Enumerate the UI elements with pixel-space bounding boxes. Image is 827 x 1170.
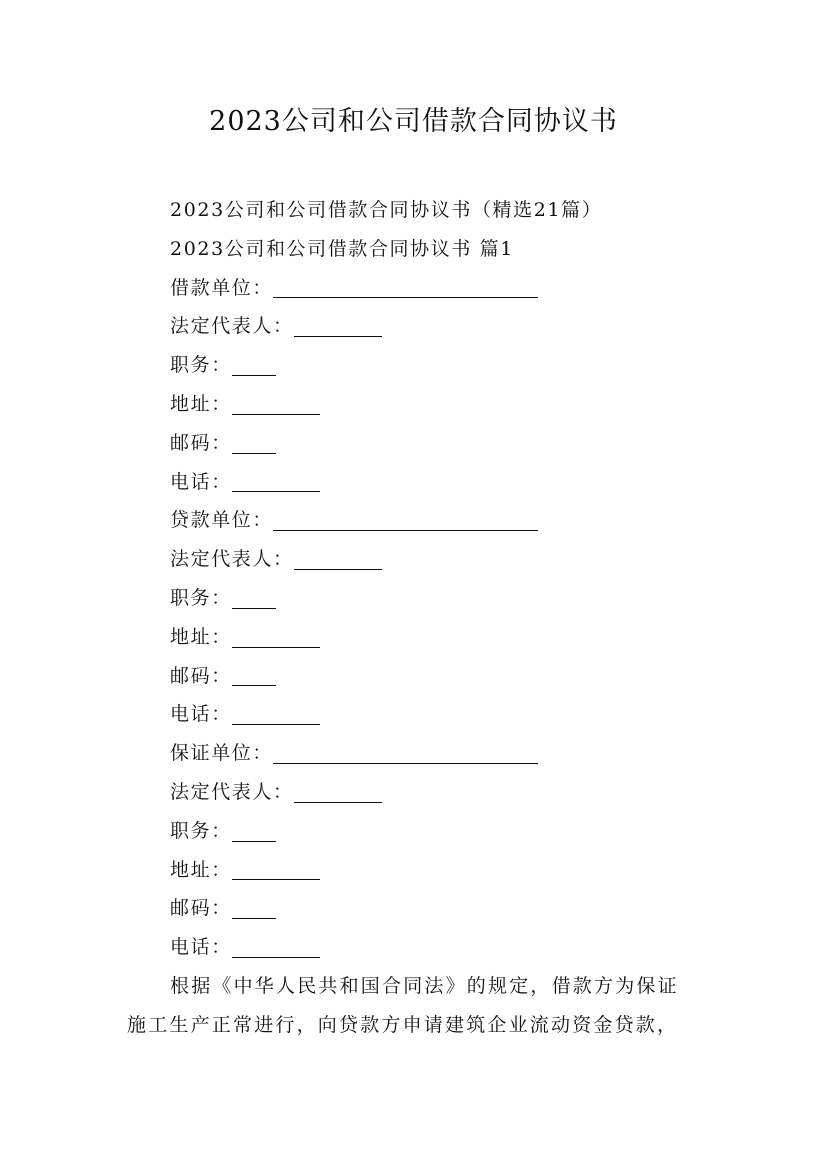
- lender-phone-label: 电话：: [170, 703, 232, 726]
- lender-address-blank[interactable]: [232, 621, 320, 648]
- borrower-position-row: [0, 346, 827, 385]
- borrower-rep-row: [0, 307, 827, 346]
- borrower-unit-blank[interactable]: [273, 271, 538, 298]
- lender-position-label: 职务：: [170, 586, 232, 609]
- borrower-address-row: [0, 385, 827, 424]
- guarantor-rep-row: [0, 773, 827, 812]
- borrower-phone-row: [0, 463, 827, 502]
- guarantor-rep-blank[interactable]: [294, 776, 382, 803]
- borrower-position-blank[interactable]: [232, 349, 276, 376]
- lender-postcode-label: 邮码：: [170, 664, 232, 687]
- document-title: 2023公司和公司借款合同协议书: [209, 106, 618, 137]
- lender-address-row: [0, 618, 827, 657]
- guarantor-phone-blank[interactable]: [232, 931, 320, 958]
- guarantor-unit-label: 保证单位：: [170, 742, 274, 765]
- guarantor-postcode-label: 邮码：: [170, 897, 232, 920]
- guarantor-address-blank[interactable]: [232, 853, 320, 880]
- lender-phone-blank[interactable]: [232, 698, 320, 725]
- body-paragraph-line-1: 根据《中华人民共和国合同法》的规定，借款方为保证: [170, 974, 679, 997]
- borrower-position-label: 职务：: [170, 354, 232, 377]
- guarantor-address-row: [0, 851, 827, 890]
- document-body: [0, 191, 827, 1045]
- lender-unit-blank[interactable]: [273, 504, 538, 531]
- guarantor-rep-label: 法定代表人：: [170, 780, 294, 803]
- lender-address-label: 地址：: [170, 625, 232, 648]
- lender-rep-blank[interactable]: [294, 543, 382, 570]
- borrower-address-label: 地址：: [170, 392, 232, 415]
- borrower-unit-row: [0, 269, 827, 308]
- borrower-unit-label: 借款单位：: [170, 276, 274, 299]
- guarantor-unit-blank[interactable]: [273, 737, 538, 764]
- borrower-rep-blank[interactable]: [294, 310, 382, 337]
- lender-unit-row: [0, 501, 827, 540]
- borrower-phone-blank[interactable]: [232, 465, 320, 492]
- borrower-postcode-blank[interactable]: [232, 427, 276, 454]
- guarantor-postcode-blank[interactable]: [232, 892, 276, 919]
- borrower-postcode-label: 邮码：: [170, 431, 232, 454]
- lender-position-row: [0, 579, 827, 618]
- lender-rep-label: 法定代表人：: [170, 548, 294, 571]
- lender-postcode-row: [0, 657, 827, 696]
- guarantor-phone-row: [0, 928, 827, 967]
- guarantor-position-blank[interactable]: [232, 815, 276, 842]
- lender-position-blank[interactable]: [232, 582, 276, 609]
- guarantor-phone-label: 电话：: [170, 936, 232, 959]
- section-heading: 2023公司和公司借款合同协议书 篇1: [170, 237, 514, 260]
- guarantor-postcode-row: [0, 889, 827, 928]
- document-subtitle: 2023公司和公司借款合同协议书（精选21篇）: [170, 199, 603, 221]
- borrower-postcode-row: [0, 424, 827, 463]
- borrower-address-blank[interactable]: [232, 388, 320, 415]
- lender-postcode-blank[interactable]: [232, 659, 276, 686]
- lender-rep-row: [0, 540, 827, 579]
- borrower-phone-label: 电话：: [170, 470, 232, 493]
- body-paragraph-line-2: 施工生产正常进行，向贷款方申请建筑企业流动资金贷款，: [127, 1013, 679, 1036]
- lender-unit-label: 贷款单位：: [170, 509, 274, 532]
- guarantor-unit-row: [0, 734, 827, 773]
- borrower-rep-label: 法定代表人：: [170, 315, 294, 338]
- lender-phone-row: [0, 695, 827, 734]
- guarantor-address-label: 地址：: [170, 858, 232, 881]
- guarantor-position-row: [0, 812, 827, 851]
- guarantor-position-label: 职务：: [170, 819, 232, 842]
